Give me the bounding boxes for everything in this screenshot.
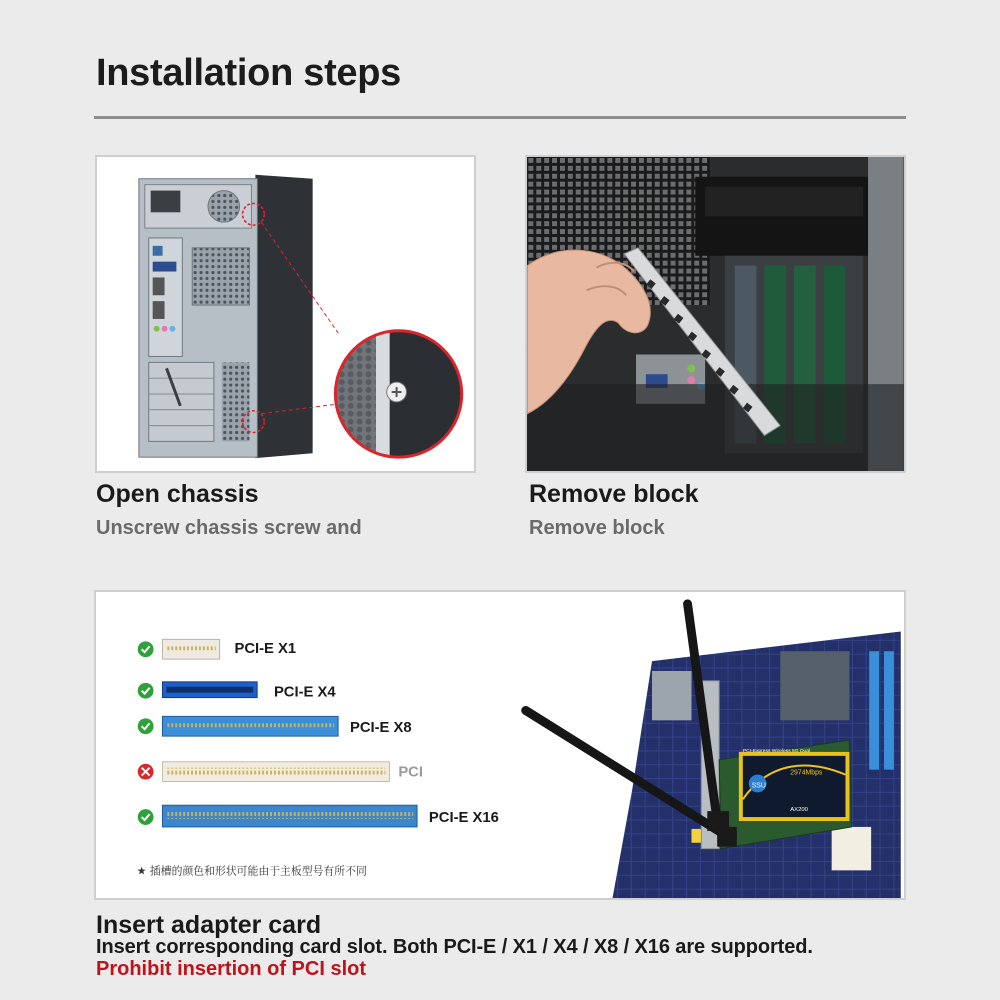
card-text-2: 2974Mbps: [790, 769, 823, 777]
slot-pcie-x16: [162, 805, 417, 827]
check-icon: [138, 683, 154, 699]
slot-label-pcie-x4: PCI-E X4: [273, 684, 336, 701]
step-subtitle-open-chassis: Unscrew chassis screw and: [96, 517, 362, 539]
insert-card-image: [94, 590, 906, 900]
check-icon: [138, 718, 154, 734]
warning-text: Prohibit insertion of PCI slot: [96, 958, 366, 980]
remove-bracket-photo: [527, 157, 904, 471]
card-brand: SSU: [751, 782, 766, 790]
title-divider: [94, 116, 906, 119]
cross-icon: [138, 764, 154, 780]
card-text-3: AX200: [790, 807, 808, 814]
step-heading-insert-card: Insert adapter card: [96, 911, 322, 939]
slot-pcie-x4: [162, 682, 257, 698]
motherboard-photo: [613, 631, 901, 898]
slot-pcie-x8: [162, 716, 338, 736]
remove-block-image: [525, 155, 906, 473]
slot-label-pci: PCI: [398, 764, 424, 781]
step-description-insert-card: Insert corresponding card slot. Both PCI-E / X1 / X4 / X8 / X16 are supported.: [96, 936, 813, 958]
slot-pcie-x1: [162, 639, 219, 659]
check-icon: [138, 641, 154, 657]
page-title: Installation steps: [96, 52, 402, 94]
check-icon: [138, 809, 154, 825]
step-heading-open-chassis: Open chassis: [96, 480, 259, 508]
slot-compatibility-diagram: [96, 592, 904, 898]
card-text-1: PCI-Express Wireless 5G Dual: [742, 748, 811, 754]
step-subtitle-remove-block: Remove block: [529, 517, 665, 539]
slot-label-pcie-x8: PCI-E X8: [349, 720, 412, 737]
slot-pci: [162, 762, 389, 782]
pc-tower-illustration: [97, 157, 474, 471]
slot-label-pcie-x1: PCI-E X1: [234, 641, 297, 658]
open-chassis-image: [95, 155, 476, 473]
step-heading-remove-block: Remove block: [529, 480, 699, 508]
slot-note: ★ 插槽的颜色和形状可能由于主板型号有所不同: [136, 864, 367, 878]
slot-label-pcie-x16: PCI-E X16: [428, 809, 499, 826]
